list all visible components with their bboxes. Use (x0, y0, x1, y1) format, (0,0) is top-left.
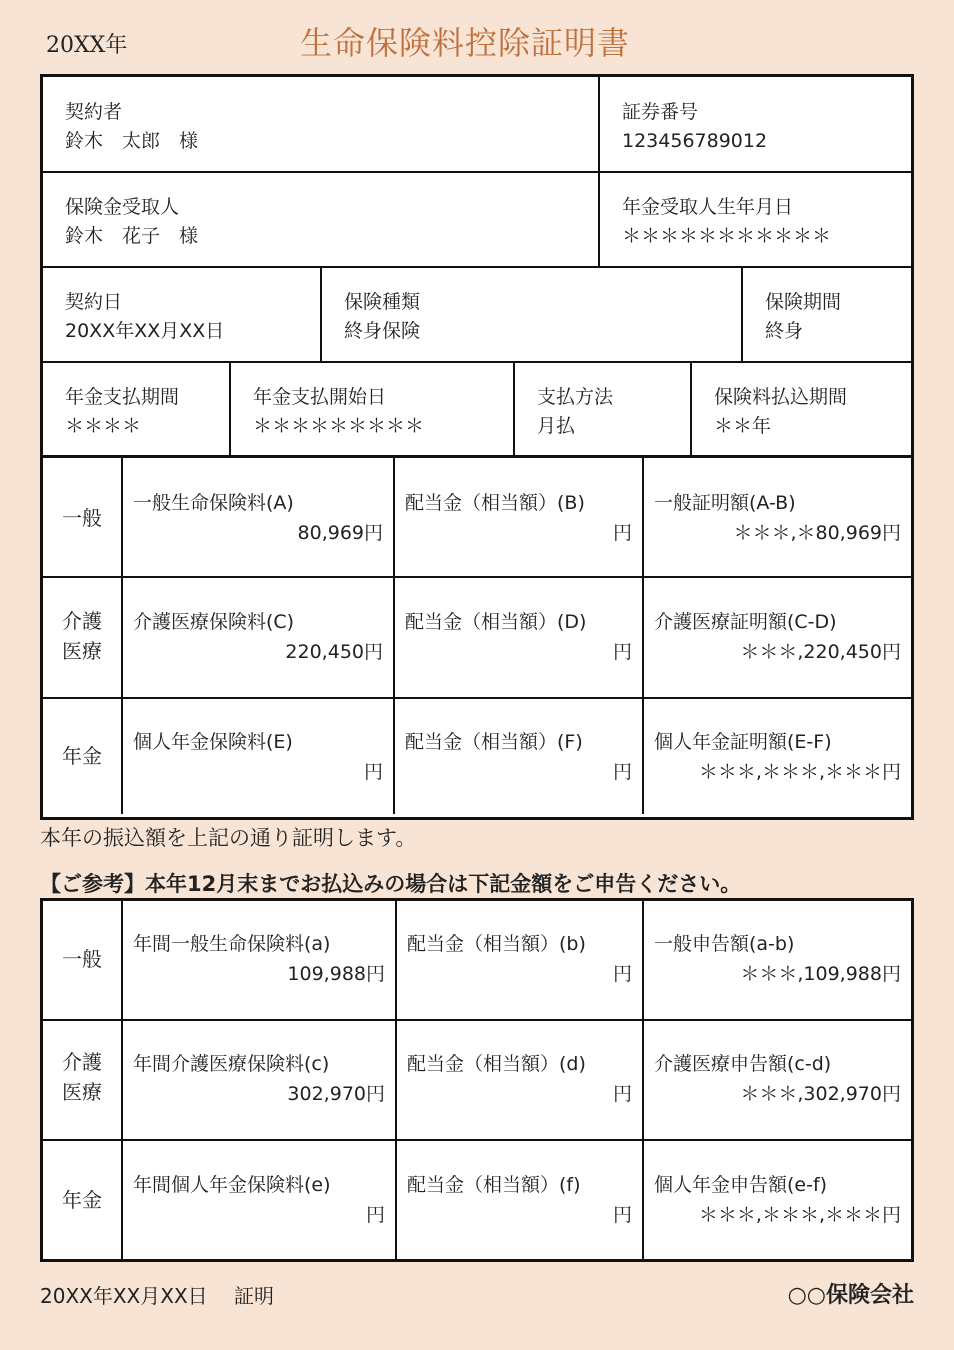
premium-value: 円 (363, 761, 383, 783)
annual-premium-value: 109,988円 (287, 963, 385, 985)
table-row-category (43, 458, 123, 578)
declared-amount-value: ＊＊＊,＊＊＊,＊＊＊円 (698, 1204, 901, 1226)
declared-amount-value: ＊＊＊,302,970円 (740, 1083, 901, 1105)
contractor-value: 鈴木 太郎 様 (65, 130, 199, 152)
certified-amount-label: 一般証明額(A-B) (654, 492, 796, 514)
contractor-cell (43, 77, 600, 173)
pension-dob-value: ＊＊＊＊＊＊＊＊＊＊＊ (622, 225, 832, 247)
premium-cell (123, 578, 395, 699)
dividend-cell (395, 699, 644, 814)
declared-amount-value: ＊＊＊,109,988円 (740, 963, 901, 985)
declared-amount-label: 一般申告額(a-b) (654, 933, 795, 955)
dividend-value: 円 (612, 1204, 632, 1226)
declared-amount-cell (644, 901, 911, 1021)
pension-start-cell (231, 363, 515, 455)
contract-date-value: 20XX年XX月XX日 (65, 320, 225, 342)
premium-label: 介護医療保険料(C) (133, 611, 295, 633)
contractor-label: 契約者 (65, 101, 123, 123)
pension-pay-period-cell (43, 363, 231, 455)
insurance-type-value: 終身保険 (344, 320, 421, 342)
annual-premium-cell (123, 901, 397, 1021)
pension-dob-cell (600, 173, 911, 268)
cert-no-value: 123456789012 (622, 130, 768, 152)
premium-label: 個人年金保険料(E) (133, 731, 293, 753)
premium-value: 220,450円 (285, 641, 383, 663)
table-row-category (43, 699, 123, 814)
pension-dob-label: 年金受取人生年月日 (622, 196, 794, 218)
premium-cell (123, 699, 395, 814)
dividend-label: 配当金（相当額）(d) (407, 1053, 586, 1075)
company-name: ○○保険会社 (787, 1283, 914, 1308)
dividend-cell (397, 1021, 644, 1141)
certification-note: 本年の振込額を上記の通り証明します。 (40, 826, 417, 850)
certified-amount-value: ＊＊＊,220,450円 (740, 641, 901, 663)
dividend-cell (395, 458, 644, 578)
declaration-table (40, 898, 914, 1262)
table-row-category (43, 578, 123, 699)
dividend-cell (395, 578, 644, 699)
pay-method-value: 月払 (537, 415, 576, 437)
dividend-label: 配当金（相当額）(D) (405, 611, 587, 633)
premium-period-label: 保険料払込期間 (714, 386, 848, 408)
cert-no-cell (600, 77, 911, 173)
insurance-type-label: 保険種類 (344, 291, 421, 313)
beneficiary-label: 保険金受取人 (65, 196, 180, 218)
premium-period-value: ＊＊年 (714, 415, 772, 437)
insurance-type-cell (322, 268, 743, 363)
insurance-period-cell (743, 268, 911, 363)
dividend-cell (397, 901, 644, 1021)
annual-premium-label: 年間介護医療保険料(c) (133, 1053, 330, 1075)
dividend-value: 円 (612, 522, 632, 544)
dividend-label: 配当金（相当額）(b) (407, 933, 586, 955)
insurance-period-value: 終身 (765, 320, 804, 342)
declared-amount-cell (644, 1021, 911, 1141)
annual-premium-label: 年間一般生命保険料(a) (133, 933, 331, 955)
category-label: 介護 (62, 609, 102, 633)
premium-value: 80,969円 (297, 522, 383, 544)
annual-premium-label: 年間個人年金保険料(e) (133, 1174, 331, 1196)
contract-date-label: 契約日 (65, 291, 123, 313)
annual-premium-cell (123, 1021, 397, 1141)
contract-date-cell (43, 268, 322, 363)
table-row-category (43, 1021, 123, 1141)
certified-amount-cell (644, 578, 911, 699)
pension-start-value: ＊＊＊＊＊＊＊＊＊ (253, 415, 425, 437)
beneficiary-cell (43, 173, 600, 268)
pay-method-cell (515, 363, 692, 455)
certified-amount-cell (644, 458, 911, 578)
premium-period-cell (692, 363, 911, 455)
annual-premium-value: 302,970円 (287, 1083, 385, 1105)
year-label: 20XX年 (46, 33, 128, 58)
pension-start-label: 年金支払開始日 (253, 386, 387, 408)
certified-amount-value: ＊＊＊,＊80,969円 (733, 522, 901, 544)
declared-amount-label: 介護医療申告額(c-d) (654, 1053, 832, 1075)
category-label: 医療 (62, 639, 102, 663)
table-row-category (43, 1141, 123, 1259)
annual-premium-cell (123, 1141, 397, 1259)
pay-method-label: 支払方法 (537, 386, 614, 408)
category-label: 一般 (62, 506, 102, 530)
category-label: 年金 (62, 744, 102, 768)
pension-pay-period-label: 年金支払期間 (65, 386, 180, 408)
category-label: 一般 (62, 947, 102, 971)
reference-note: 【ご参考】本年12月末までお払込みの場合は下記金額をご申告ください。 (40, 872, 742, 896)
certified-amount-label: 介護医療証明額(C-D) (654, 611, 837, 633)
certification-table (40, 458, 914, 820)
insurance-period-label: 保険期間 (765, 291, 842, 313)
declared-amount-label: 個人年金申告額(e-f) (654, 1174, 828, 1196)
dividend-value: 円 (612, 641, 632, 663)
document-title: 生命保険料控除証明書 (300, 24, 631, 62)
category-label: 介護 (62, 1050, 102, 1074)
dividend-value: 円 (612, 761, 632, 783)
dividend-label: 配当金（相当額）(F) (405, 731, 583, 753)
category-label: 年金 (62, 1188, 102, 1212)
dividend-cell (397, 1141, 644, 1259)
dividend-label: 配当金（相当額）(f) (407, 1174, 581, 1196)
annual-premium-value: 円 (365, 1204, 385, 1226)
certified-amount-cell (644, 699, 911, 814)
certified-amount-label: 個人年金証明額(E-F) (654, 731, 832, 753)
table-row-category (43, 901, 123, 1021)
premium-cell (123, 458, 395, 578)
dividend-value: 円 (612, 963, 632, 985)
beneficiary-value: 鈴木 花子 様 (65, 225, 199, 247)
premium-label: 一般生命保険料(A) (133, 492, 294, 514)
info-box (40, 74, 914, 458)
dividend-label: 配当金（相当額）(B) (405, 492, 585, 514)
declared-amount-cell (644, 1141, 911, 1259)
certified-amount-value: ＊＊＊,＊＊＊,＊＊＊円 (698, 761, 901, 783)
pension-pay-period-value: ＊＊＊＊ (65, 415, 142, 437)
category-label: 医療 (62, 1080, 102, 1104)
certification-date: 20XX年XX月XX日 証明 (40, 1284, 275, 1308)
dividend-value: 円 (612, 1083, 632, 1105)
cert-no-label: 証券番号 (622, 101, 699, 123)
